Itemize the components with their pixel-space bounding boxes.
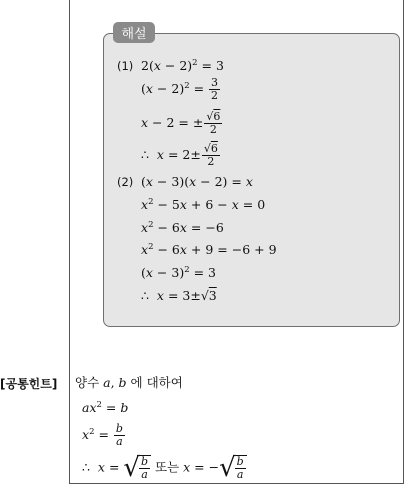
fraction: $\frac{√6}{2}$ [203,142,218,168]
hint-intro: 양수 a, b 에 대하여 [75,375,183,390]
p1-line-2: $(x - 2)^2$ = $\frac{3}{2}$ [141,76,219,102]
problem-1-number: (1) [117,59,134,73]
p2-line-1: (x − 3)(x − 2) = x [141,174,253,189]
p2-line-6: ∴ x = 3±√3 [141,288,217,303]
solution-tab: 해설 [113,22,155,43]
hint-line-3: ∴ x = √ $\frac{b}{a}$ 또는 x = −√ $\frac{b}{a}$ [82,455,247,481]
p1-line-1: $2(x - 2)^2 = 3$ [141,58,224,73]
problem-2-number: (2) [117,175,134,189]
p2-line-4: $x^2 - 6x + 9 = -6 + 9$ [141,242,277,257]
p2-line-5: $(x - 3)^2 = 3$ [141,265,216,280]
fraction: $\frac{3}{2}$ [211,76,219,102]
p1-line-4: ∴ x = 2± $\frac{√6}{2}$ [141,142,218,168]
p1-line-3: x − 2 = ± $\frac{√6}{2}$ [141,110,221,136]
fraction: $\frac{b}{a}$ [115,422,123,448]
hint-label: [공통힌트] [0,377,58,391]
sqrt: √ $\frac{b}{a}$ [219,455,247,481]
p2-line-3: $x^2 - 6x = -6$ [141,220,224,235]
hint-line-2: $x^2$ = $\frac{b}{a}$ [82,422,123,448]
fraction: $\frac{√6}{2}$ [206,110,221,136]
hint-line-1: $ax^2 = b$ [82,400,129,415]
sqrt: √ $\frac{b}{a}$ [123,455,151,481]
p2-line-2: $x^2 - 5x + 6 - x = 0$ [141,197,266,212]
